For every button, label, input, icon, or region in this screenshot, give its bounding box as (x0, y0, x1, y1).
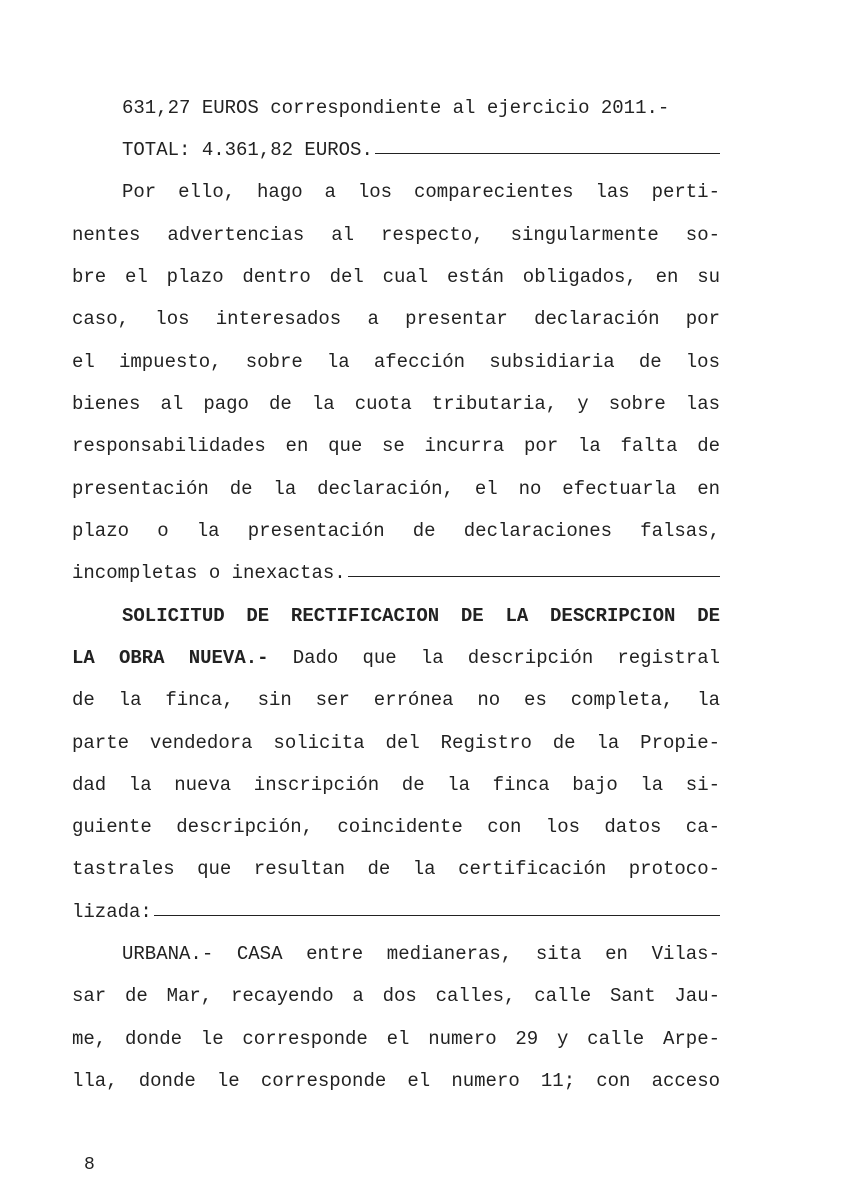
text-line: nentes advertencias al respecto, singularmente so- (72, 224, 720, 246)
text-line: 631,27 EUROS correspondiente al ejercicio 2011.- (122, 97, 670, 119)
fill-rule (348, 576, 720, 577)
text-line: LA OBRA NUEVA.- Dado que la descripción registral (72, 647, 720, 669)
text-line: guiente descripción, coincidente con los datos ca- (72, 816, 720, 838)
text-line: bre el plazo dentro del cual están obligados, en su (72, 266, 720, 288)
section-heading-cont: LA OBRA NUEVA.- (72, 647, 269, 669)
text-line: parte vendedora solicita del Registro de la Propie- (72, 732, 720, 754)
text-line: el impuesto, sobre la afección subsidiaria de los (72, 351, 720, 373)
text-line-with-rule: lizada: (72, 897, 720, 927)
text-line: plazo o la presentación de declaraciones falsas, (72, 520, 720, 542)
text-line: dad la nueva inscripción de la finca bajo la si- (72, 774, 720, 796)
text-line: me, donde le corresponde el numero 29 y calle Arpe- (72, 1028, 720, 1050)
text-line: Por ello, hago a los comparecientes las perti- (122, 181, 720, 203)
text-line: caso, los interesados a presentar declaración por (72, 308, 720, 330)
text-line: sar de Mar, recayendo a dos calles, calle Sant Jau- (72, 985, 720, 1007)
section-heading: SOLICITUD DE RECTIFICACION DE LA DESCRIPCION DE (122, 605, 720, 627)
text-line: lla, donde le corresponde el numero 11; con acceso (72, 1070, 720, 1092)
fill-rule (375, 153, 720, 154)
page-number: 8 (84, 1155, 95, 1175)
text-line: presentación de la declaración, el no efectuarla en (72, 478, 720, 500)
text-line: bienes al pago de la cuota tributaria, y sobre las (72, 393, 720, 415)
fill-rule (154, 915, 720, 916)
text-line-with-rule: TOTAL: 4.361,82 EUROS. (122, 135, 720, 165)
text-line: de la finca, sin ser errónea no es completa, la (72, 689, 720, 711)
text-line-with-rule: incompletas o inexactas. (72, 558, 720, 588)
text-line: tastrales que resultan de la certificación protoco- (72, 858, 720, 880)
text-line: URBANA.- CASA entre medianeras, sita en Vilas- (122, 943, 720, 965)
text-line: responsabilidades en que se incurra por la falta de (72, 435, 720, 457)
